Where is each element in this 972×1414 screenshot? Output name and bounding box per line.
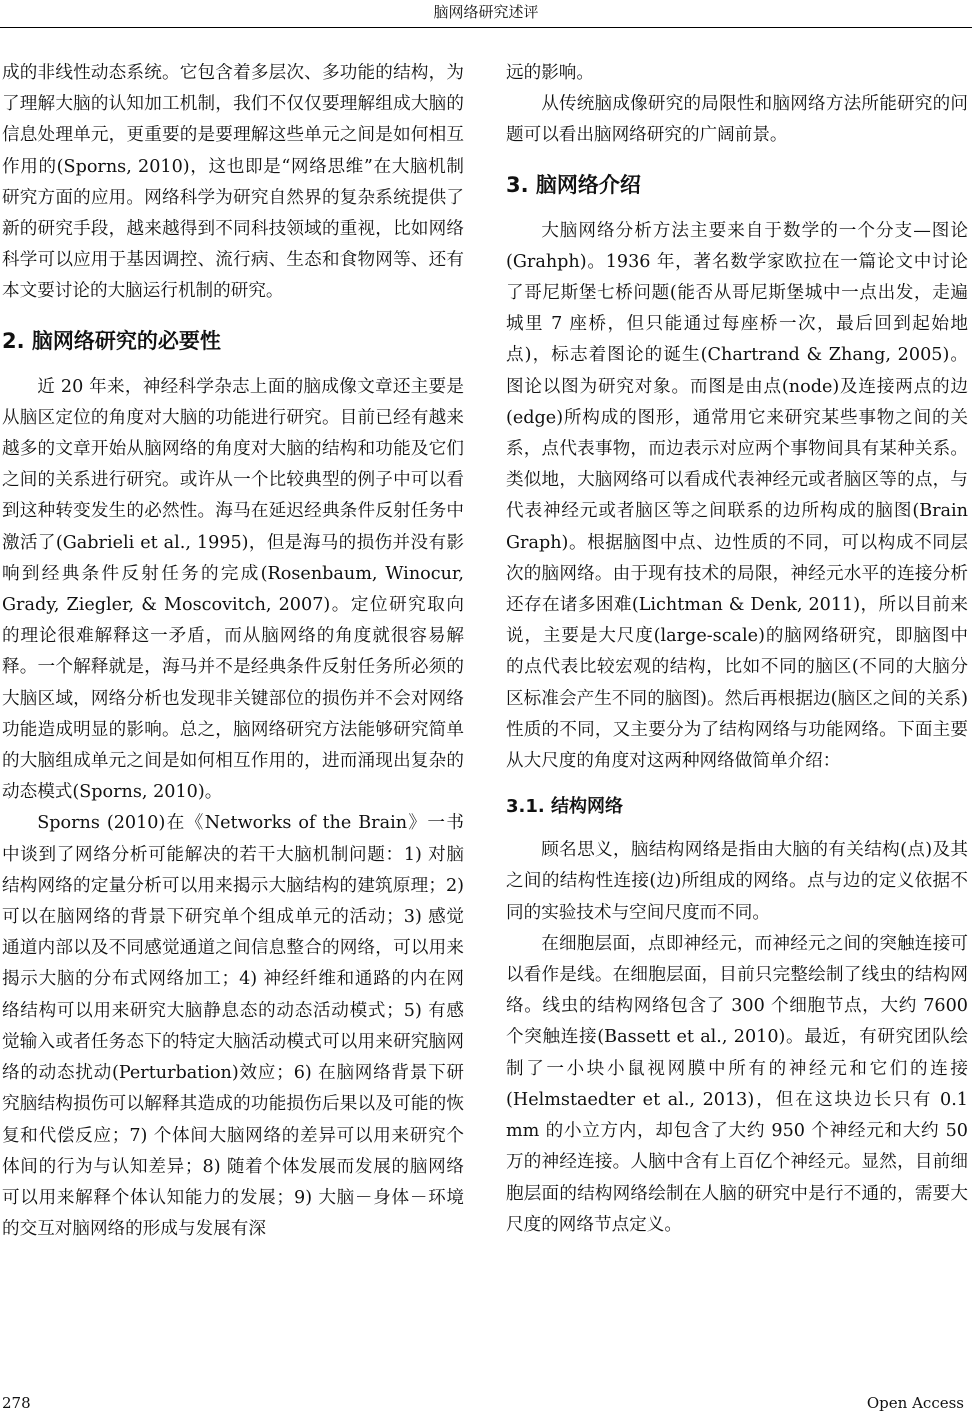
page-footer: [0, 1393, 972, 1413]
header-divider: [0, 27, 972, 28]
subsection-heading: 3.1. 结构网络: [506, 796, 623, 818]
body-paragraph: 大脑网络分析方法主要来自于数学的一个分支—图论(Grahph)。1936 年，著名数学家欧拉在一篇论文中讨论了哥尼斯堡七桥问题(能否从哥尼斯堡城中一点出发，走遍城里 7 座桥，但只能通过每座桥一次，最后回到起始地点)，标志着图论的诞生(Chartrand & Zhang, 2005)。图论以图为研究对象。而图是由点(node)及连接两点的边(edge)所构成的图形，通常用它来研究某些事物之间的关系，点代表事物，而边表示对应两个事物间具有某种关系。类似地，大脑网络可以看成代表神经元或者脑区等的点，与代表神经元或者脑区等之间联系的边所构成的脑图(Brain Graph)。根据脑图中点、边性质的不同，可以构成不同层次的脑网络。由于现有技术的局限，神经元水平的连接分析还存在诸多困难(Lichtman & Denk, 2011)，所以目前来说，主要是大尺度(large-scale)的脑网络研究，即脑图中的点代表比较宏观的结构，比如不同的脑区(不同的大脑分区标准会产生不同的脑图)。然后再根据边(脑区之间的关系)性质的不同，又主要分为了结构网络与功能网络。下面主要从大尺度的角度对这两种网络做简单介绍：: [506, 220, 968, 772]
publisher-label: Open Access: [866, 1394, 964, 1412]
body-paragraph: 成的非线性动态系统。它包含着多层次、多功能的结构，为了理解大脑的认知加工机制，我们不仅仅要理解组成大脑的信息处理单元，更重要的是要理解这些单元之间是如何相互作用的(Sporns, 2010)，这也即是“网络思维”在大脑机制研究方面的应用。网络科学为研究自然界的复杂系统提供了新的研究手段，越来越得到不同科技领域的重视，比如网络科学可以应用于基因调控、流行病、生态和食物网等、还有本文要讨论的大脑运行机制的研究。: [2, 63, 464, 302]
running-header: 脑网络研究述评: [433, 3, 539, 21]
body-paragraph: Sporns (2010)在《Networks of the Brain》一书中谈到了网络分析可能解决的若干大脑机制问题：1) 对脑结构网络的定量分析可以用来揭示大脑结构的建筑原理；2) 可以在脑网络的背景下研究单个组成单元的活动；3) 感觉通道内部以及不同感觉通道之间信息整合的网络，可以用来揭示大脑的分布式网络加工；4) 神经纤维和通路的内在网络结构可以用来研究大脑静息态的动态活动模式；5) 有感觉输入或者任务态下的特定大脑活动模式可以用来研究脑网络的动态扰动(Perturbation)效应；6) 在脑网络背景下研究脑结构损伤可以解释其造成的功能损伤后果以及可能的恢复和代偿反应；7) 个体间大脑网络的差异可以用来研究个体间的行为与认知差异；8) 随着个体发展而发展的脑网络可以用来解释个体认知能力的发展；9) 大脑－身体－环境的交互对脑网络的形成与发展有深: [2, 813, 464, 1240]
right-column: [506, 58, 968, 1241]
body-paragraph: 近 20 年来，神经科学杂志上面的脑成像文章还主要是从脑区定位的角度对大脑的功能进行研究。目前已经有越来越多的文章开始从脑网络的角度对大脑的结构和功能及它们之间的关系进行研究。或许从一个比较典型的例子中可以看到这种转变发生的必然性。海马在延迟经典条件反射任务中激活了(Gabrieli et al., 1995)，但是海马的损伤并没有影响到经典条件反射任务的完成(Rosenbaum, Winocur, Grady, Ziegler, & Moscovitch, 2007)。定位研究取向的理论很难解释这一矛盾，而从脑网络的角度就很容易解释。一个解释就是，海马并不是经典条件反射任务所必须的大脑区域，网络分析也发现非关键部位的损伤并不会对网络功能造成明显的影响。总之，脑网络研究方法能够研究简单的大脑组成单元之间是如何相互作用的，进而涌现出复杂的动态模式(Sporns, 2010)。: [2, 376, 464, 803]
section-heading: 2. 脑网络研究的必要性: [2, 328, 221, 353]
left-column: [2, 58, 464, 1245]
body-paragraph: 顾名思义，脑结构网络是指由大脑的有关结构(点)及其之间的结构性连接(边)所组成的网络。点与边的定义依据不同的实验技术与空间尺度而不同。: [506, 840, 968, 923]
page-number: 278: [2, 1394, 31, 1412]
body-paragraph: 从传统脑成像研究的局限性和脑网络方法所能研究的问题可以看出脑网络研究的广阔前景。: [506, 94, 968, 146]
body-paragraph: 在细胞层面，点即神经元，而神经元之间的突触连接可以看作是线。在细胞层面，目前只完整绘制了线虫的结构网络。线虫的结构网络包含了 300 个细胞节点，大约 7600 个突触连接(Bassett et al., 2010)。最近，有研究团队绘制了一小块小鼠视网膜中所有的神经元和它们的连接(Helmstaedter et al., 2013)，但在这块边长只有 0.1 mm 的小立方内，却包含了大约 950 个神经元和大约 50 万的神经连接。人脑中含有上百亿个神经元。显然，目前细胞层面的结构网络绘制在人脑的研究中是行不通的，需要大尺度的网络节点定义。: [506, 933, 968, 1235]
body-paragraph: 远的影响。: [506, 63, 594, 83]
section-heading: 3. 脑网络介绍: [506, 172, 641, 197]
